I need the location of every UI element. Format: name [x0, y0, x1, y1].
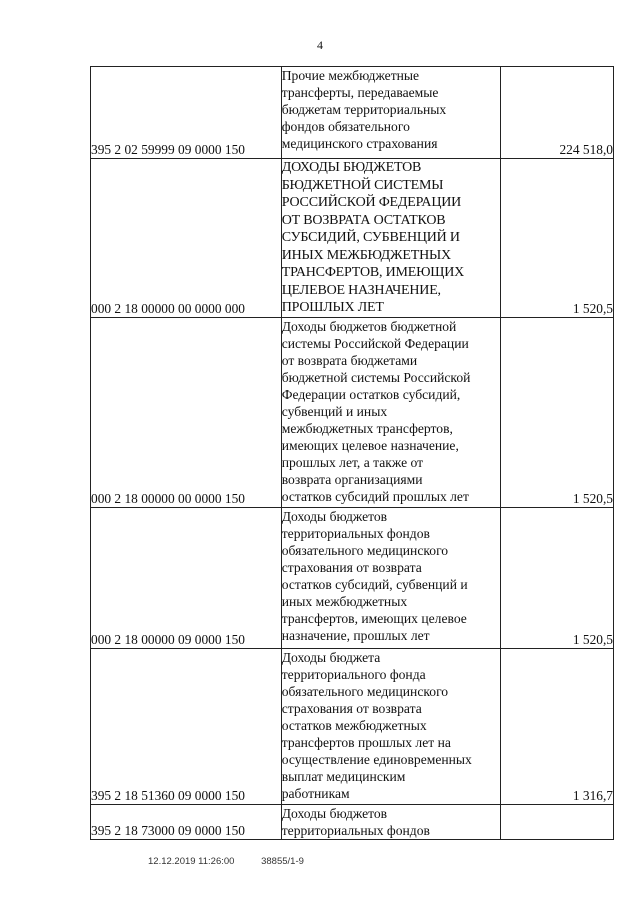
description-cell: Доходы бюджетов бюджетной системы Российской Федерации от возврата бюджетами бюджетной системы Российской Федерации остатков субсидий, субвенций и иных межбюджетных трансфертов, имеющих целевое назначение, прошлых лет, а также от возврата организациями остатков субсидий прошлых лет — [281, 317, 500, 507]
budget-code-cell: 395 2 18 73000 09 0000 150 — [91, 804, 282, 839]
budget-code-cell: 395 2 18 51360 09 0000 150 — [91, 648, 282, 804]
amount-cell — [500, 804, 613, 839]
page-number: 4 — [317, 38, 323, 52]
amount-cell: 1 520,5 — [500, 159, 613, 318]
table-row — [91, 317, 614, 507]
description-cell: Доходы бюджетов территориальных фондов — [281, 804, 500, 839]
amount-cell: 1 316,7 — [500, 648, 613, 804]
description-cell: Доходы бюджетов территориальных фондов обязательного медицинского страхования от возврата остатков субсидий, субвенций и иных межбюджетных трансфертов, имеющих целевое назначение, прошлых лет — [281, 507, 500, 648]
document-footer — [148, 856, 304, 867]
table-row — [91, 67, 614, 159]
budget-code-cell: 000 2 18 00000 00 0000 150 — [91, 317, 282, 507]
table-row — [91, 804, 614, 839]
description-cell: Доходы бюджета территориального фонда обязательного медицинского страхования от возврата остатков межбюджетных трансфертов прошлых лет на осуществление единовременных выплат медицинским работникам — [281, 648, 500, 804]
table-row — [91, 159, 614, 318]
budget-code-cell: 000 2 18 00000 09 0000 150 — [91, 507, 282, 648]
description-cell: Прочие межбюджетные трансферты, передаваемые бюджетам территориальных фондов обязательного медицинского страхования — [281, 67, 500, 159]
footer-timestamp: 12.12.2019 11:26:00 — [148, 856, 235, 867]
amount-cell: 1 520,5 — [500, 317, 613, 507]
table-row — [91, 507, 614, 648]
budget-table — [90, 66, 614, 840]
description-cell: ДОХОДЫ БЮДЖЕТОВ БЮДЖЕТНОЙ СИСТЕМЫ РОССИЙСКОЙ ФЕДЕРАЦИИ ОТ ВОЗВРАТА ОСТАТКОВ СУБСИДИЙ, СУБВЕНЦИЙ И ИНЫХ МЕЖБЮДЖЕТНЫХ ТРАНСФЕРТОВ, ИМЕЮЩИХ ЦЕЛЕВОЕ НАЗНАЧЕНИЕ, ПРОШЛЫХ ЛЕТ — [281, 159, 500, 318]
footer-document-number: 38855/1-9 — [261, 856, 304, 867]
table-row — [91, 648, 614, 804]
amount-cell: 224 518,0 — [500, 67, 613, 159]
amount-cell: 1 520,5 — [500, 507, 613, 648]
budget-code-cell: 000 2 18 00000 00 0000 000 — [91, 159, 282, 318]
budget-code-cell: 395 2 02 59999 09 0000 150 — [91, 67, 282, 159]
